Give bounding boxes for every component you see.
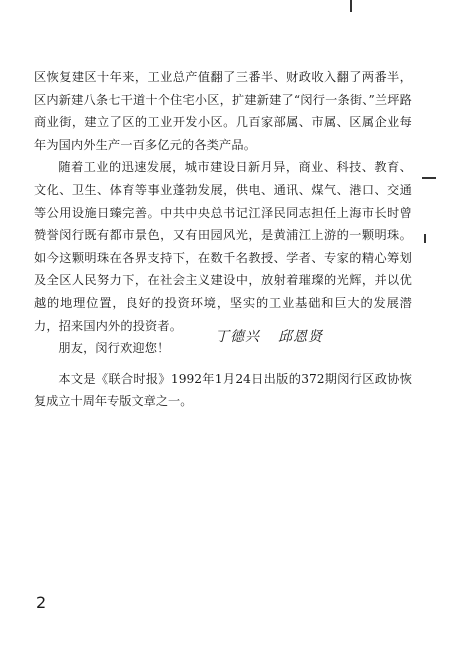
scan-mark	[422, 177, 436, 179]
body-paragraph: 区恢复建区十年来，工业总产值翻了三番半、财政收入翻了两番半，区内新建八条七干道十个住宅小区，扩建新建了“闵行一条街、”兰坪路商业街，建立了区的工业开发小区。几百家部属、市属、区属企业每年为国内外生产一百多亿元的各类产品。	[34, 70, 412, 152]
scan-mark	[424, 234, 426, 243]
page-number: 2	[36, 593, 47, 612]
author-name: 邱恩贤	[278, 329, 323, 345]
author-signature	[215, 326, 385, 346]
source-note: 本文是《联合时报》1992年1月24日出版的372期闵行区政协恢复成立十周年专版文章之一。	[34, 372, 412, 408]
body-paragraph: 随着工业的迅速发展，城市建设日新月异，商业、科技、教育、文化、卫生、体育等事业蓬勃发展，供电、通讯、煤气、港口、交通等公用设施日臻完善。中共中央总书记江泽民同志担任上海市长时曾赞誉闵行既有都市景色，又有田园风光，是黄浦江上游的一颗明珠。如今这颗明珠在各界支持下，在数千名教授、学者、专家的精心筹划及全区人民努力下，在社会主义建设中，放射着璀璨的光辉，并以优越的地理位置，良好的投资环境，坚实的工业基础和巨大的发展潜力，招来国内外的投资者。	[34, 160, 412, 333]
author-name: 丁德兴	[215, 329, 260, 345]
article-body	[34, 66, 412, 360]
body-paragraph: 朋友，闵行欢迎您！	[58, 341, 170, 356]
scan-mark	[350, 0, 352, 12]
